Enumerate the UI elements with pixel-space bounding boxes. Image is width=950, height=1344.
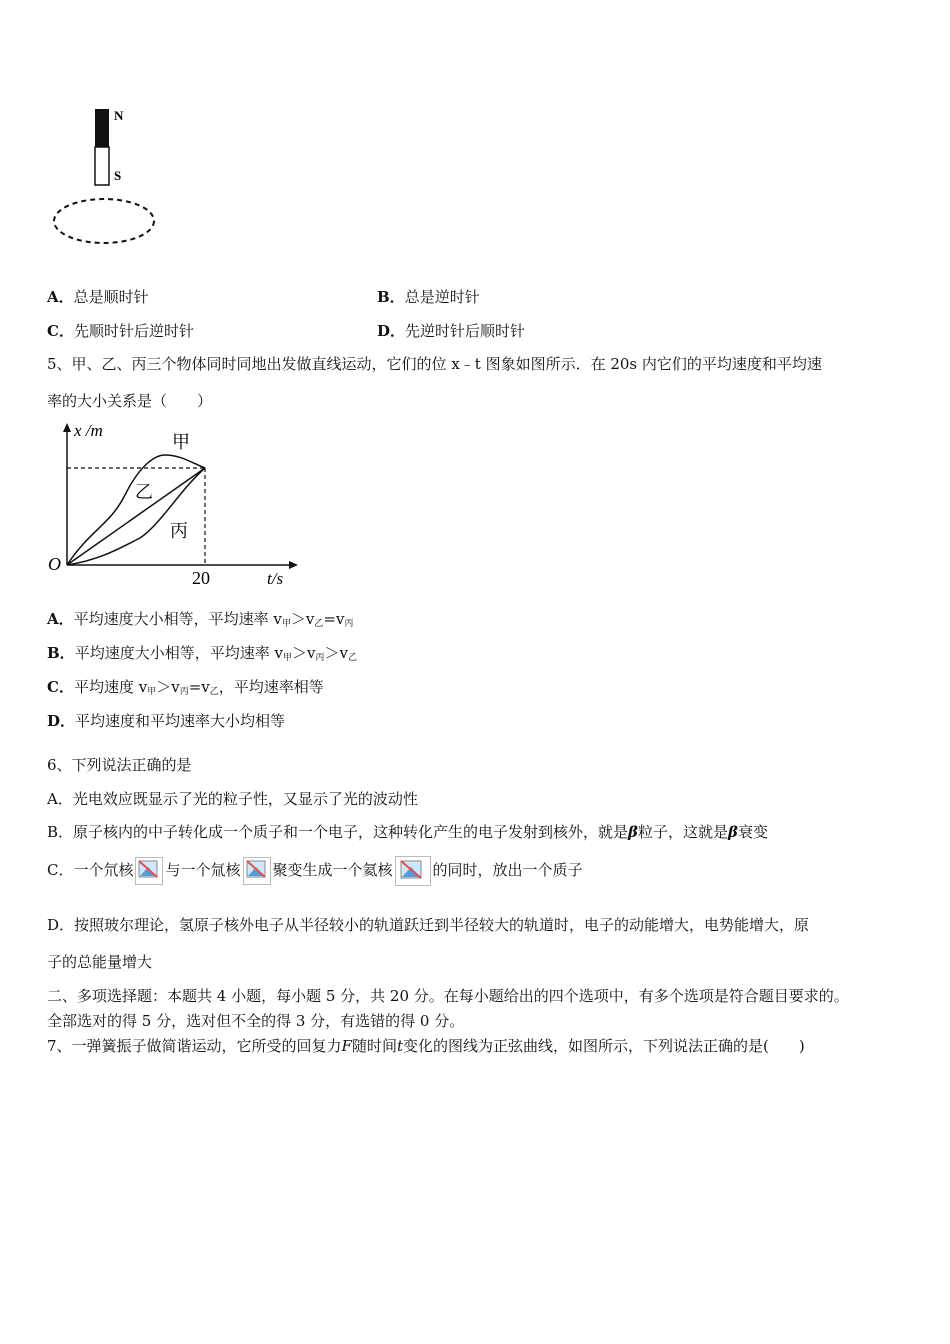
option-text: 总是逆时针 <box>404 288 480 306</box>
option-text: ＞v <box>324 644 348 662</box>
option-text: ＞v <box>156 678 180 696</box>
q6-option-c[interactable] <box>47 856 583 886</box>
broken-image-icon <box>243 857 271 885</box>
subscript: 丙 <box>179 687 189 697</box>
subscript: 甲 <box>281 619 291 629</box>
option-text: 先逆时针后顺时针 <box>405 322 526 340</box>
option-text: 平均速度大小相等，平均速率 v <box>73 610 282 628</box>
subscript: 甲 <box>147 687 157 697</box>
option-letter: C． <box>47 322 74 340</box>
q7-text: 7、一弹簧振子做简谐运动，它所受的回复力 <box>47 1037 342 1055</box>
option-text: =v <box>188 678 210 696</box>
y-axis-label: x /m <box>74 421 103 440</box>
magnet-south-pole <box>95 147 109 185</box>
q5-option-a[interactable] <box>47 609 353 634</box>
option-text: 的同时，放出一个质子 <box>432 861 583 879</box>
magnet-figure <box>40 100 170 260</box>
q4-option-d[interactable] <box>377 320 525 341</box>
q7-stem <box>47 1036 805 1056</box>
subscript: 乙 <box>209 687 219 697</box>
option-letter: B． <box>47 644 75 662</box>
xt-graph <box>40 420 310 592</box>
q4-option-b[interactable] <box>377 286 480 307</box>
subscript: 乙 <box>314 619 324 629</box>
option-text: 总是顺时针 <box>73 288 149 306</box>
option-text: 衰变 <box>737 823 768 841</box>
option-text: 聚变生成一个氦核 <box>272 861 393 879</box>
xt-graph-svg <box>40 420 310 592</box>
q6-option-b[interactable] <box>47 822 768 842</box>
beta-symbol: β <box>728 823 738 841</box>
beta-symbol: β <box>628 823 638 841</box>
magnet-north-pole <box>95 109 109 147</box>
y-axis-arrow <box>63 423 71 432</box>
option-text: ＞v <box>290 610 315 628</box>
option-letter: A． <box>47 610 74 628</box>
curve-label-bing: 丙 <box>170 521 188 542</box>
curve-jia <box>67 455 205 565</box>
magnet-label-s: S <box>114 168 122 183</box>
option-text: 平均速度 v <box>73 678 148 696</box>
q7-text: 变化的图线为正弦曲线，如图所示，下列说法正确的是( ) <box>403 1037 805 1055</box>
var-f: F <box>341 1037 352 1055</box>
coil-loop <box>54 199 154 243</box>
option-text: B．原子核内的中子转化成一个质子和一个电子，这种转化产生的电子发射到核外，就是 <box>47 823 629 841</box>
q5-option-b[interactable] <box>47 643 357 668</box>
x-tick-20: 20 <box>192 568 210 588</box>
option-text: 与一个氚核 <box>165 861 241 879</box>
option-text: 平均速度大小相等，平均速率 v <box>74 644 283 662</box>
q6-option-d-line1[interactable]: D．按照玻尔理论，氢原子核外电子从半径较小的轨道跃迁到半径较大的轨道时，电子的动能增大，电势能增大，原 <box>47 916 810 934</box>
magnet-label-n: N <box>114 108 124 123</box>
curve-label-yi: 乙 <box>135 482 153 503</box>
option-letter: C． <box>47 678 74 696</box>
option-text: 先顺时针后逆时针 <box>73 322 194 340</box>
q4-option-c[interactable] <box>47 320 194 341</box>
option-text: ＞v <box>291 644 316 662</box>
broken-image-icon <box>395 856 431 886</box>
section2-line1: 二、多项选择题：本题共 4 小题，每小题 5 分，共 20 分。在每小题给出的四个选项中，有多个选项是符合题目要求的。 <box>47 987 849 1005</box>
q5-option-d[interactable] <box>47 711 285 731</box>
curve-label-jia: 甲 <box>172 432 190 453</box>
q5-option-c[interactable] <box>47 677 324 702</box>
option-letter: D． <box>47 712 76 730</box>
q7-text: 随时间 <box>351 1037 397 1055</box>
var-t: t <box>396 1037 404 1055</box>
option-text: 平均速度和平均速率大小均相等 <box>75 712 286 730</box>
q6-option-d-line2: 子的总能量增大 <box>47 953 153 971</box>
section2-line2: 全部选对的得 5 分，选对但不全的得 3 分，有选错的得 0 分。 <box>47 1012 465 1030</box>
x-axis-arrow <box>289 561 298 569</box>
option-text: 粒子，这就是 <box>638 823 729 841</box>
x-axis-label: t/s <box>267 569 284 588</box>
subscript: 丙 <box>315 653 325 663</box>
option-letter: D． <box>377 322 406 340</box>
q6-stem: 6、下列说法正确的是 <box>47 756 192 774</box>
option-letter: A． <box>47 288 74 306</box>
option-letter: B． <box>377 288 405 306</box>
q5-stem-line2: 率的大小关系是（ ） <box>47 392 213 410</box>
q4-option-a[interactable] <box>47 286 149 307</box>
option-text: C．一个氘核 <box>47 861 134 879</box>
origin-label: O <box>48 554 61 574</box>
subscript: 甲 <box>282 653 292 663</box>
broken-image-icon <box>135 857 163 885</box>
q6-option-a[interactable]: A．光电效应既显示了光的粒子性，又显示了光的波动性 <box>47 790 418 808</box>
subscript: 乙 <box>347 653 357 663</box>
q5-stem-line1: 5、甲、乙、丙三个物体同时同地出发做直线运动，它们的位 x﹣t 图象如图所示．在 20s 内它们的平均速度和平均速 <box>47 355 822 373</box>
option-text: ，平均速率相等 <box>218 678 324 696</box>
option-text: =v <box>323 610 345 628</box>
subscript: 丙 <box>344 619 354 629</box>
magnet-diagram <box>40 100 170 260</box>
